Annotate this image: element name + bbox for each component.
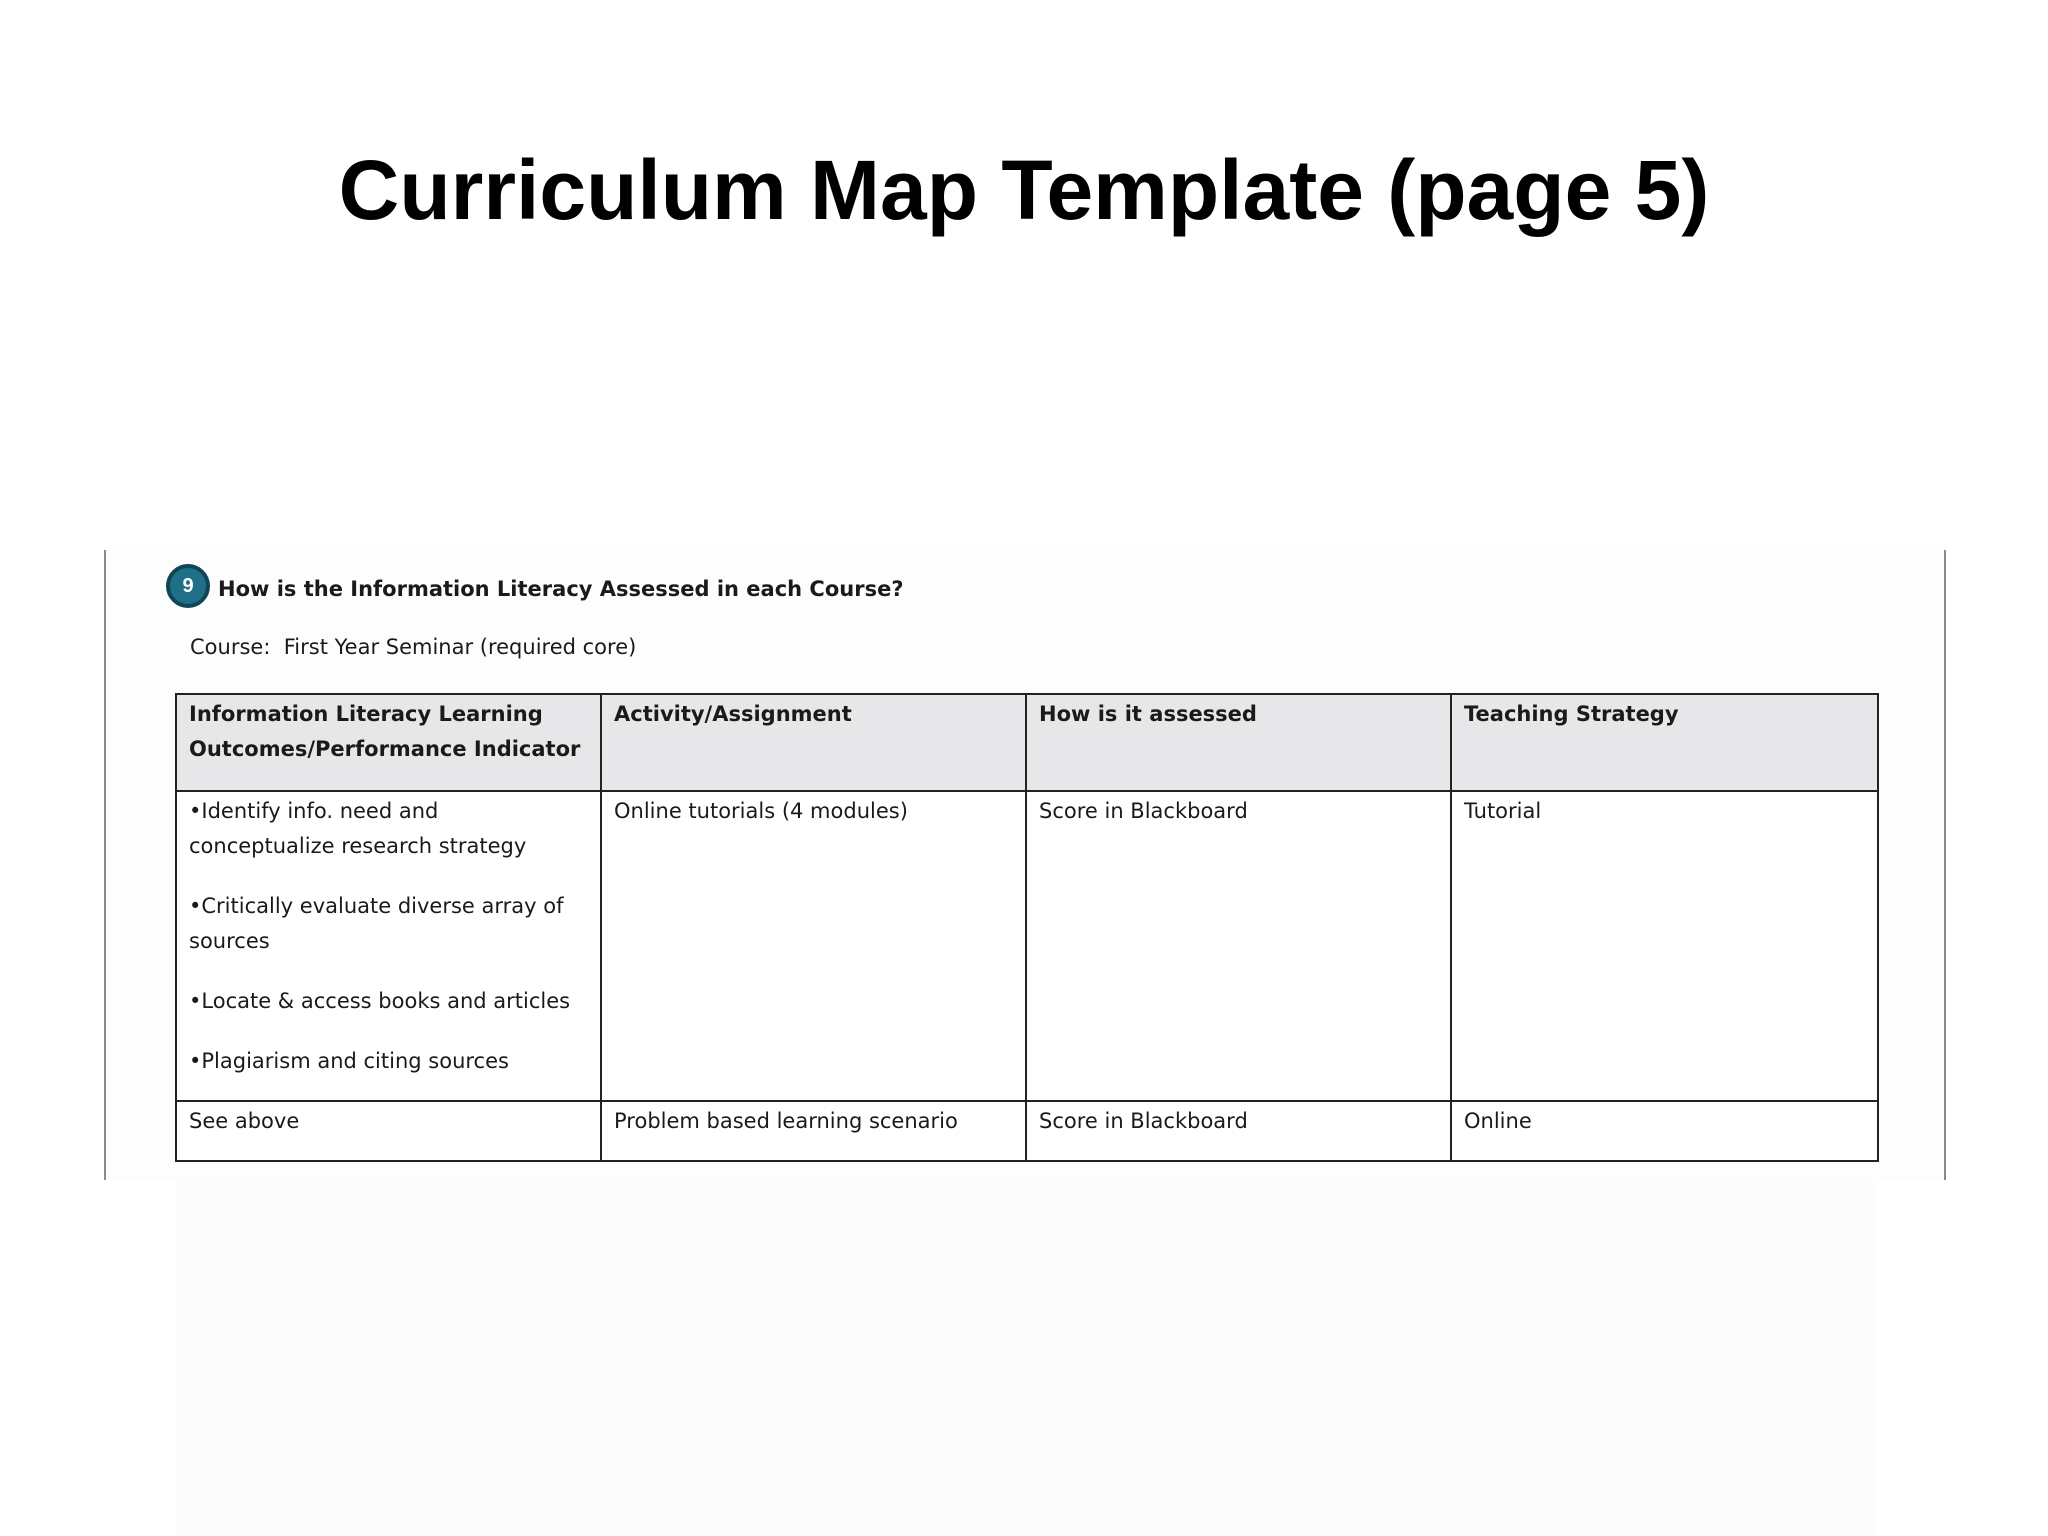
outcome-bullet: •Plagiarism and citing sources (189, 1049, 509, 1073)
strategy-cell: Tutorial (1451, 791, 1878, 1101)
assessment-cell: Score in Blackboard (1026, 791, 1451, 1101)
document-heading: How is the Information Literacy Assessed in each Course? (218, 577, 904, 601)
outcome-bullet: •Critically evaluate diverse array of sources (189, 894, 564, 953)
slide-title: Curriculum Map Template (page 5) (338, 143, 1710, 237)
outcome-bullet: •Locate & access books and articles (189, 989, 571, 1013)
column-header-activity: Activity/Assignment (601, 694, 1026, 791)
table-row (176, 791, 1878, 1101)
course-label: Course: First Year Seminar (required core) (190, 635, 637, 659)
outcomes-cell: See above (176, 1101, 601, 1161)
column-header-assessment: How is it assessed (1026, 694, 1451, 791)
document-panel (104, 550, 1946, 1180)
table-header-row (176, 694, 1878, 791)
column-header-outcomes: Information Literacy Learning Outcomes/Performance Indicator (176, 694, 601, 791)
outcomes-cell (176, 791, 601, 1101)
assessment-cell: Score in Blackboard (1026, 1101, 1451, 1161)
step-number-badge: 9 (166, 564, 210, 608)
strategy-cell: Online (1451, 1101, 1878, 1161)
activity-cell: Problem based learning scenario (601, 1101, 1026, 1161)
column-header-strategy: Teaching Strategy (1451, 694, 1878, 791)
activity-cell: Online tutorials (4 modules) (601, 791, 1026, 1101)
outcome-bullet: •Identify info. need and conceptualize research strategy (189, 799, 527, 858)
page-background (177, 1180, 1877, 1536)
table-row (176, 1101, 1878, 1161)
curriculum-map-table (175, 693, 1879, 1162)
